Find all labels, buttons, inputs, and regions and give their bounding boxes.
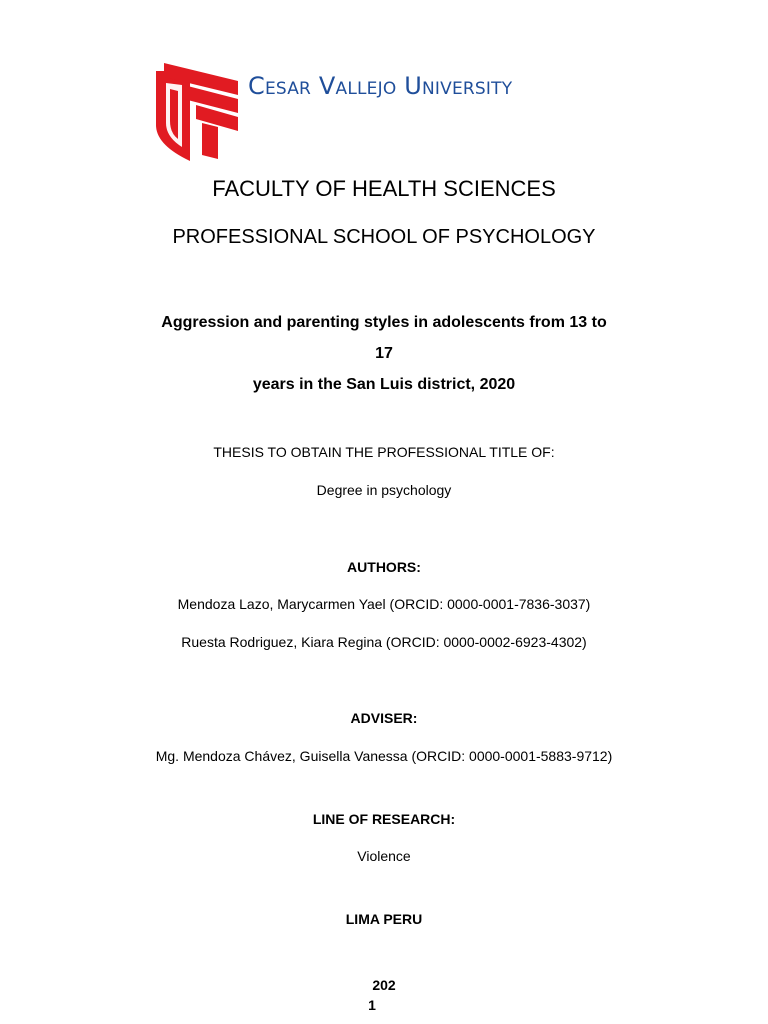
authors-heading: AUTHORS: (347, 559, 421, 575)
research-line-heading: LINE OF RESEARCH: (312, 811, 456, 827)
place: LIMA PERU (345, 911, 423, 927)
university-logo (156, 63, 238, 163)
degree-name: Degree in psychology (316, 482, 452, 498)
year-part-2: 1 (368, 997, 376, 1013)
adviser-name: Mg. Mendoza Chávez, Guisella Vanessa (ORCID: 0000-0001-5883-9712) (155, 748, 613, 764)
thesis-purpose: THESIS TO OBTAIN THE PROFESSIONAL TITLE OF: (213, 444, 555, 460)
research-line: Violence (357, 848, 411, 864)
adviser-heading: ADVISER: (350, 710, 418, 726)
university-name: Cesar Vallejo University (248, 72, 513, 100)
school-name: PROFESSIONAL SCHOOL OF PSYCHOLOGY (172, 226, 596, 248)
author-item: Mendoza Lazo, Marycarmen Yael (ORCID: 0000-0001-7836-3037) (177, 596, 591, 612)
thesis-title-line-3: years in the San Luis district, 2020 (252, 376, 516, 393)
faculty-name: FACULTY OF HEALTH SCIENCES (212, 176, 556, 201)
author-item: Ruesta Rodriguez, Kiara Regina (ORCID: 0000-0002-6923-4302) (181, 634, 587, 650)
year-part-1: 202 (372, 977, 396, 993)
thesis-title-line-2: 17 (375, 345, 393, 362)
thesis-title-line-1: Aggression and parenting styles in adolescents from 13 to (161, 314, 607, 331)
